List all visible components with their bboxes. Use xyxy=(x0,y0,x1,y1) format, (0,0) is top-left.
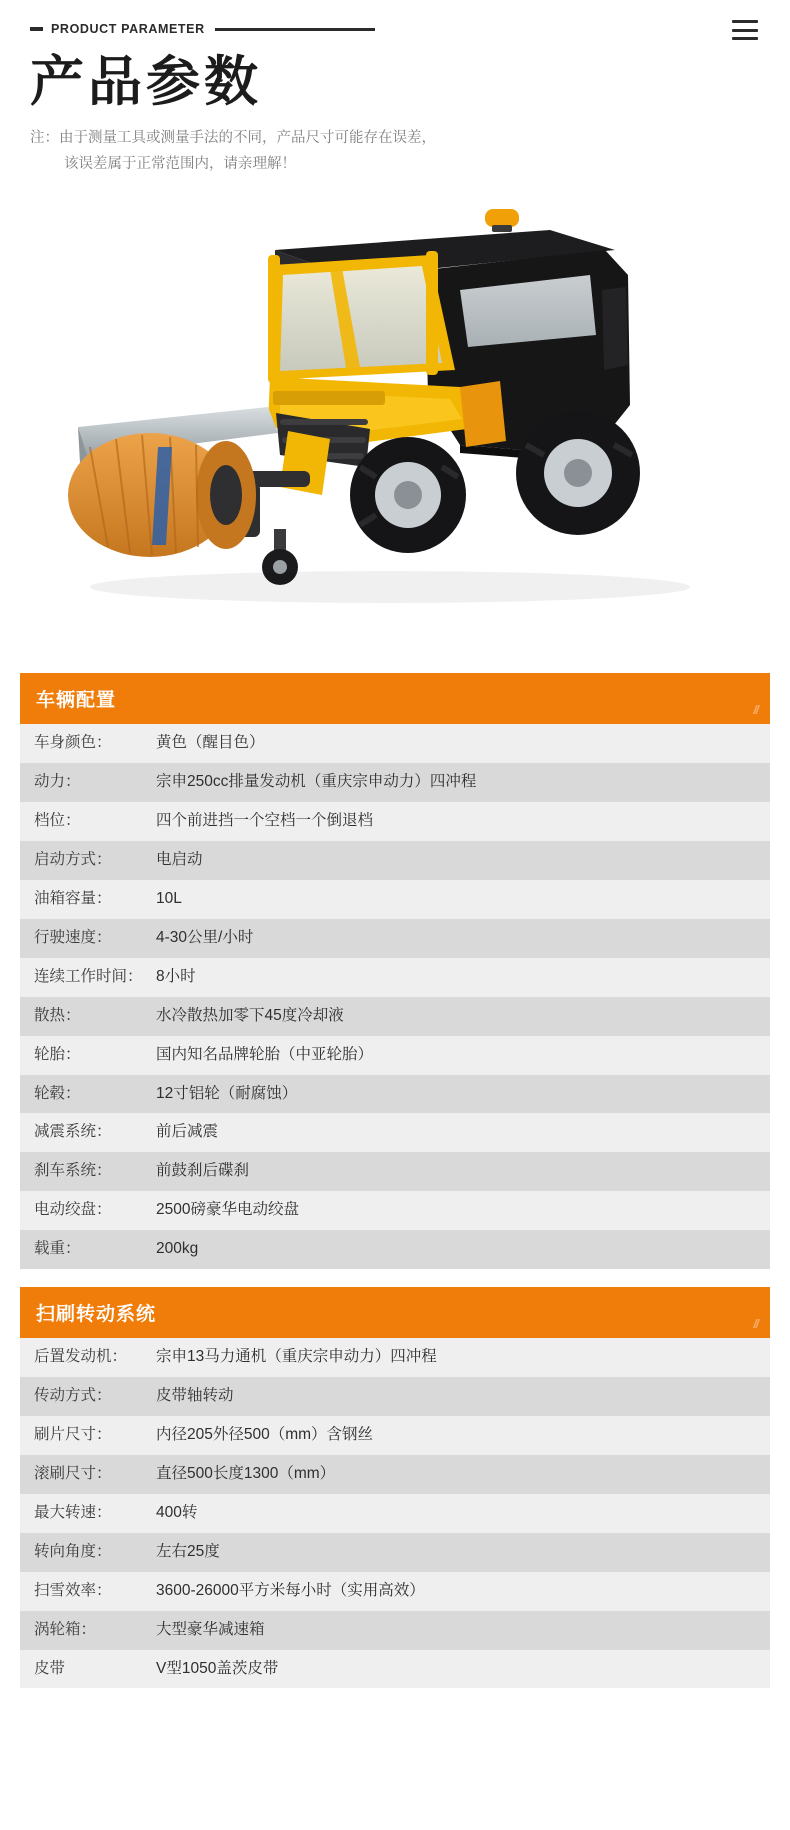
eyebrow-accent-bar xyxy=(30,27,43,31)
table-row xyxy=(20,1377,770,1416)
spec-key: 启动方式： xyxy=(20,841,152,880)
spec-key: 后置发动机： xyxy=(20,1338,152,1377)
table-row xyxy=(20,919,770,958)
spec-key: 动力： xyxy=(20,763,152,802)
spec-key: 车身颜色： xyxy=(20,724,152,763)
section-title: 扫刷转动系统 xyxy=(36,1304,157,1326)
spec-value: 12寸铝轮（耐腐蚀） xyxy=(152,1075,770,1114)
spec-value: 国内知名品牌轮胎（中亚轮胎） xyxy=(152,1036,770,1075)
spec-key: 连续工作时间： xyxy=(20,958,152,997)
table-row xyxy=(20,1416,770,1455)
section-corner-mark: // xyxy=(753,703,758,718)
spec-value: 4-30公里/小时 xyxy=(152,919,770,958)
page-title: 产品参数 xyxy=(30,50,262,113)
note-line-1: 注：由于测量工具或测量手法的不同，产品尺寸可能存在误差， xyxy=(30,130,436,147)
section-vehicle-config xyxy=(20,673,770,1269)
spec-key: 涡轮箱： xyxy=(20,1611,152,1650)
section-header-brush-drive-system xyxy=(20,1287,770,1338)
spec-key: 轮胎： xyxy=(20,1036,152,1075)
table-row xyxy=(20,1572,770,1611)
spec-value: 宗申250cc排量发动机（重庆宗申动力）四冲程 xyxy=(152,763,770,802)
note-line-2: 该误差属于正常范围内，请亲理解！ xyxy=(64,155,296,172)
section-brush-drive-system xyxy=(20,1287,770,1688)
table-row xyxy=(20,1075,770,1114)
hamburger-menu-icon[interactable] xyxy=(732,20,758,40)
menu-line-2 xyxy=(732,29,758,32)
spec-key: 扫雪效率： xyxy=(20,1572,152,1611)
menu-line-3 xyxy=(732,37,758,40)
spec-value: 内径205外径500（mm）含钢丝 xyxy=(152,1416,770,1455)
spec-value: 电启动 xyxy=(152,841,770,880)
table-row xyxy=(20,802,770,841)
section-header-vehicle-config xyxy=(20,673,770,724)
table-row xyxy=(20,724,770,763)
spec-value: 10L xyxy=(152,880,770,919)
spec-value: 直径500长度1300（mm） xyxy=(152,1455,770,1494)
spec-key: 电动绞盘： xyxy=(20,1191,152,1230)
spec-value: 黄色（醒目色） xyxy=(152,724,770,763)
spec-value: 前鼓刹后碟刹 xyxy=(152,1152,770,1191)
spec-table-vehicle-config xyxy=(20,724,770,1269)
title-block xyxy=(0,46,790,177)
spec-value: 大型豪华减速箱 xyxy=(152,1611,770,1650)
spec-value: 8小时 xyxy=(152,958,770,997)
spec-key: 散热： xyxy=(20,997,152,1036)
spec-value: 四个前进挡一个空档一个倒退档 xyxy=(152,802,770,841)
table-row xyxy=(20,958,770,997)
menu-line-1 xyxy=(732,20,758,23)
spec-value: 400转 xyxy=(152,1494,770,1533)
table-row xyxy=(20,1230,770,1269)
page-header xyxy=(0,0,790,46)
table-row xyxy=(20,997,770,1036)
spec-value: 左右25度 xyxy=(152,1533,770,1572)
table-row xyxy=(20,1036,770,1075)
spec-key: 滚刷尺寸： xyxy=(20,1455,152,1494)
spec-key: 皮带 xyxy=(20,1650,152,1689)
product-hero-image xyxy=(30,195,760,655)
spec-key: 最大转速： xyxy=(20,1494,152,1533)
spec-value: 皮带轴转动 xyxy=(152,1377,770,1416)
spec-value: 200kg xyxy=(152,1230,770,1269)
spec-key: 行驶速度： xyxy=(20,919,152,958)
section-title: 车辆配置 xyxy=(36,690,117,712)
eyebrow xyxy=(30,22,760,36)
spec-table-brush-drive-system xyxy=(20,1338,770,1688)
table-row xyxy=(20,1338,770,1377)
eyebrow-label: PRODUCT PARAMETER xyxy=(51,22,205,36)
table-row xyxy=(20,1611,770,1650)
snow-sweeper-vehicle-illustration xyxy=(30,195,760,655)
spec-key: 档位： xyxy=(20,802,152,841)
table-row xyxy=(20,1650,770,1689)
spec-key: 刷片尺寸： xyxy=(20,1416,152,1455)
spec-value: 3600-26000平方米每小时（实用高效） xyxy=(152,1572,770,1611)
spec-key: 传动方式： xyxy=(20,1377,152,1416)
table-row xyxy=(20,841,770,880)
table-row xyxy=(20,1494,770,1533)
spec-value: V型1050盖茨皮带 xyxy=(152,1650,770,1689)
table-row xyxy=(20,1152,770,1191)
spec-value: 2500磅豪华电动绞盘 xyxy=(152,1191,770,1230)
bottom-spacer xyxy=(0,1688,790,1728)
spec-key: 油箱容量： xyxy=(20,880,152,919)
table-row xyxy=(20,880,770,919)
spec-key: 转向角度： xyxy=(20,1533,152,1572)
table-row xyxy=(20,1191,770,1230)
spec-value: 宗申13马力通机（重庆宗申动力）四冲程 xyxy=(152,1338,770,1377)
spec-value: 前后减震 xyxy=(152,1113,770,1152)
spec-key: 减震系统： xyxy=(20,1113,152,1152)
spec-key: 轮毂： xyxy=(20,1075,152,1114)
table-row xyxy=(20,1455,770,1494)
table-row xyxy=(20,763,770,802)
table-row xyxy=(20,1113,770,1152)
measurement-note xyxy=(30,126,760,177)
table-row xyxy=(20,1533,770,1572)
section-corner-mark: // xyxy=(753,1317,758,1332)
spec-key: 刹车系统： xyxy=(20,1152,152,1191)
spec-key: 载重： xyxy=(20,1230,152,1269)
eyebrow-rule xyxy=(215,28,375,31)
spec-value: 水冷散热加零下45度冷却液 xyxy=(152,997,770,1036)
